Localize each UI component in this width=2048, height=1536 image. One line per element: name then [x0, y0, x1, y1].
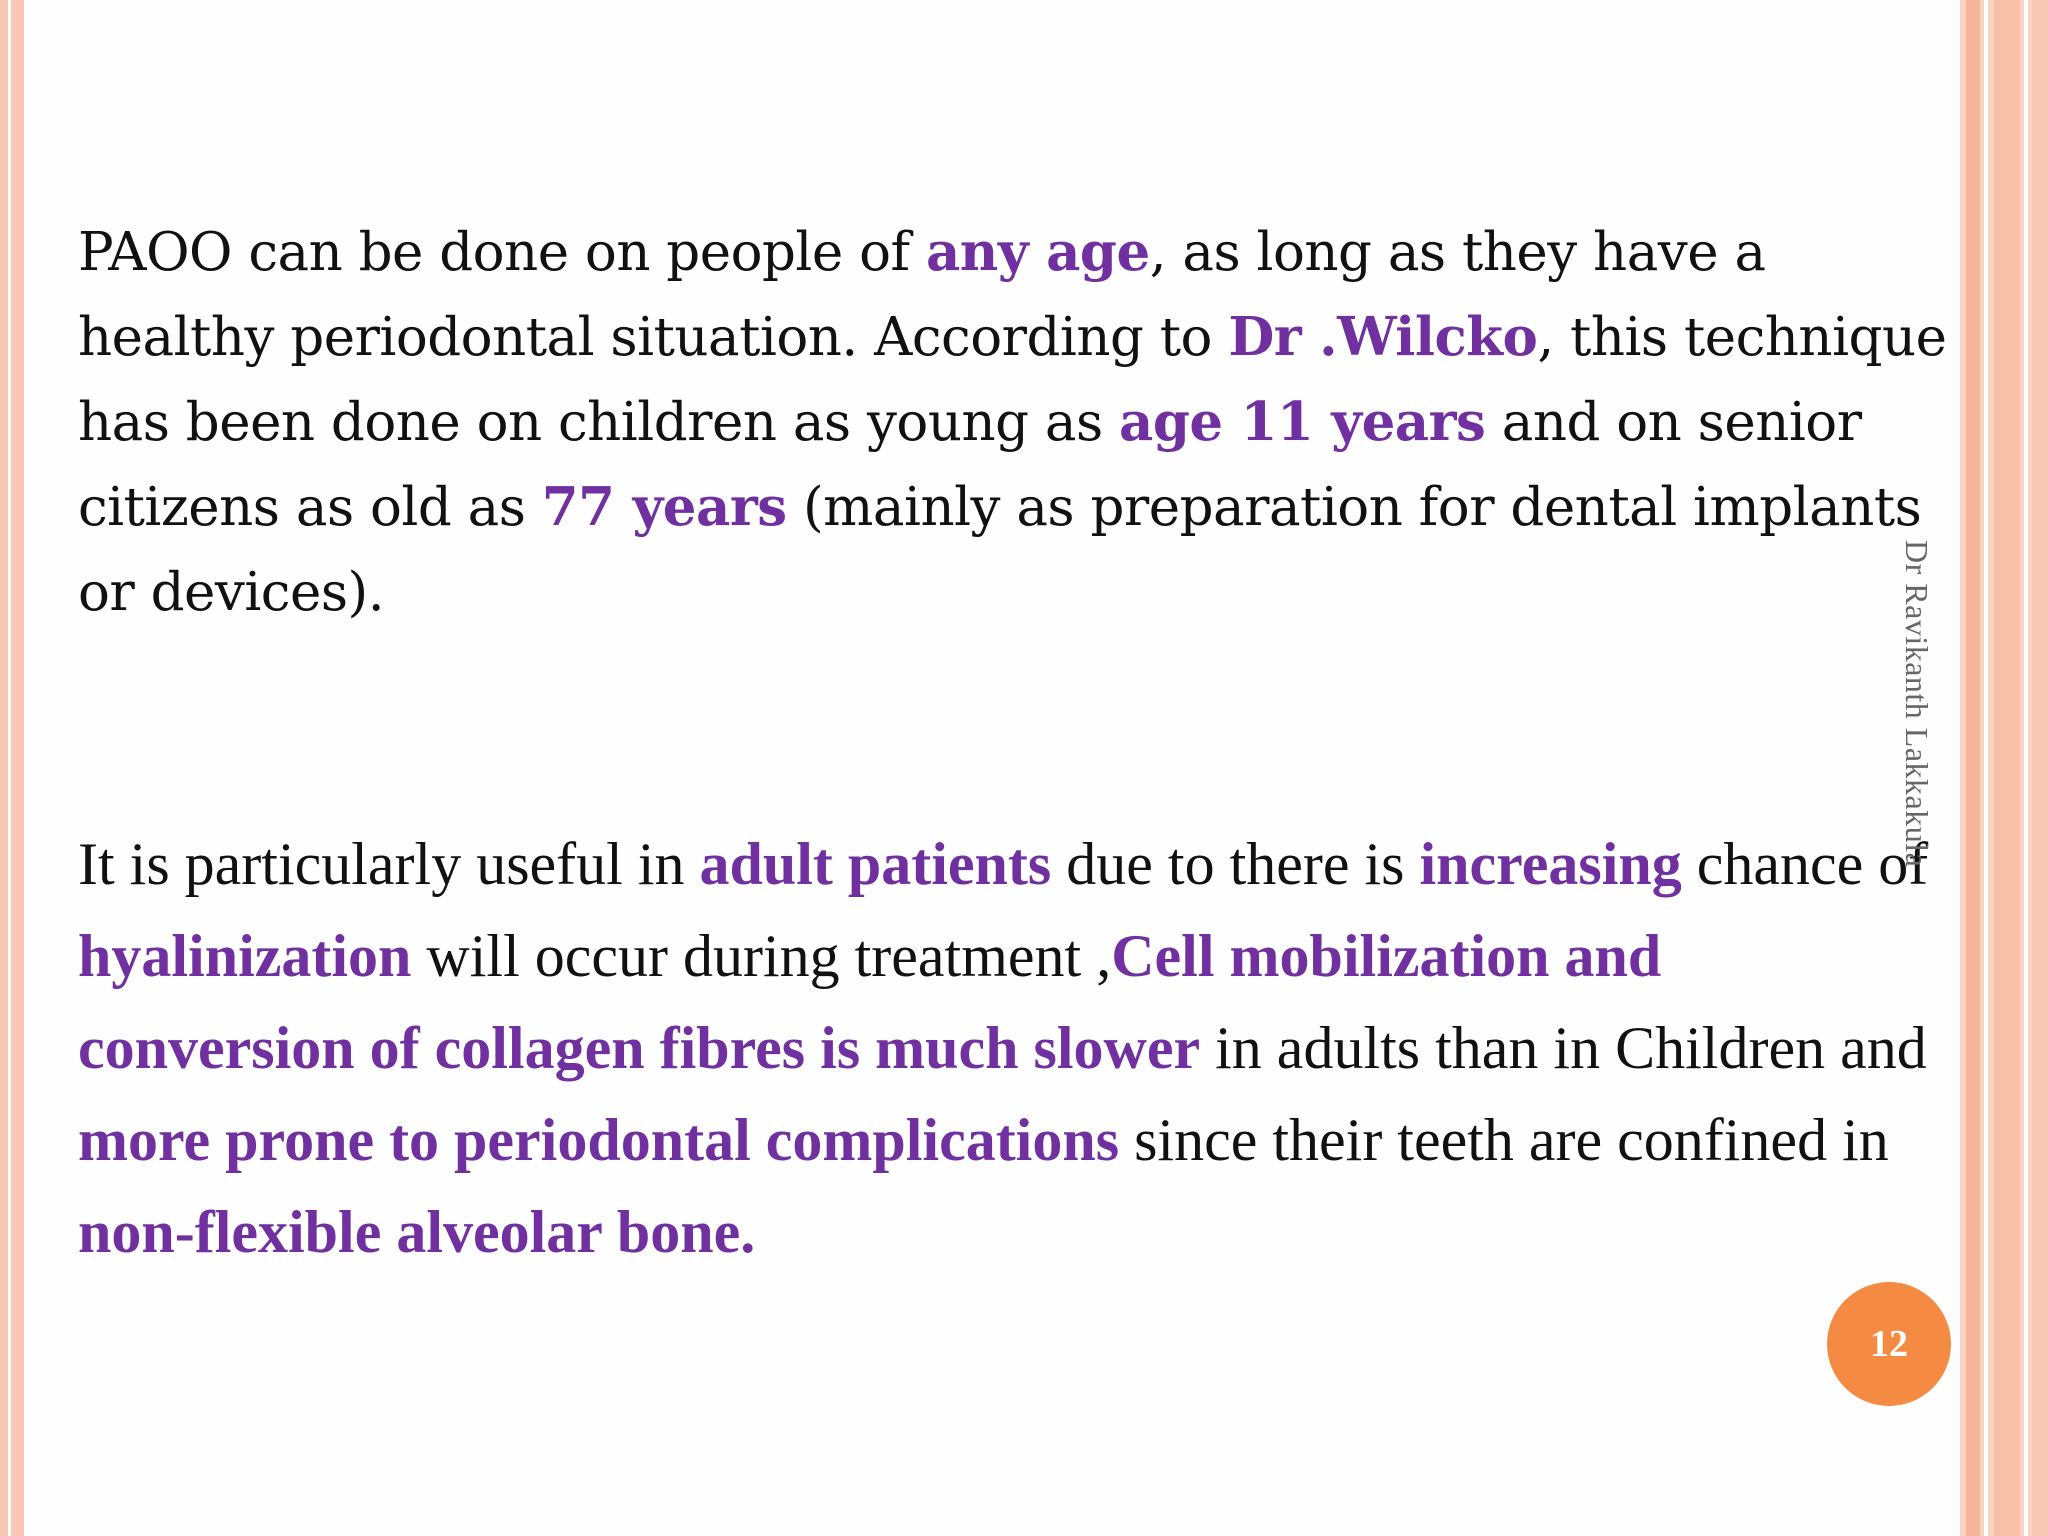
- highlight-age-11-years: age 11 years: [1119, 391, 1486, 453]
- highlight-increasing: increasing: [1419, 831, 1682, 897]
- text-segment: due to there is: [1051, 831, 1420, 897]
- highlight-cell-mobilization: Cell mobilization and conversion of collagen fibres is much slower: [78, 923, 1662, 1081]
- highlight-alveolar-bone: non-flexible alveolar bone.: [78, 1199, 756, 1265]
- highlight-any-age: any age: [925, 221, 1150, 283]
- highlight-hyalinization: hyalinization: [78, 923, 412, 989]
- text-segment: (mainly as preparation for dental implants or devices).: [78, 477, 1922, 623]
- highlight-77-years: 77 years: [541, 476, 787, 538]
- highlight-periodontal-complications: more prone to periodontal complications: [78, 1107, 1120, 1173]
- paragraph-adult-patients: [78, 818, 1948, 1278]
- text-segment: since their teeth are confined in: [1119, 1107, 1889, 1173]
- text-segment: and on senior citizens as old as: [78, 392, 1862, 538]
- page-number: 12: [1870, 1323, 1908, 1365]
- highlight-dr-wilcko: Dr .Wilcko: [1228, 306, 1538, 368]
- text-segment: will occur during treatment ,: [411, 923, 1112, 989]
- text-segment: It is particularly useful in: [78, 831, 700, 897]
- page-number-badge: [1827, 1282, 1951, 1406]
- author-credit: Dr Ravikanth Lakkakula: [1899, 540, 1935, 868]
- highlight-adult-patients: adult patients: [699, 831, 1052, 897]
- text-segment: chance of: [1681, 831, 1929, 897]
- text-segment: , as long as they have a healthy periodontal situation. According to: [78, 222, 1766, 368]
- text-segment: in adults than in Children and: [1200, 1015, 1927, 1081]
- text-segment: PAOO can be done on people of: [78, 222, 926, 283]
- right-border-decoration: [1960, 0, 2048, 1536]
- left-border-decoration: [0, 0, 24, 1536]
- text-segment: , this technique has been done on children as young as: [78, 307, 1947, 453]
- paragraph-paoo-age: [78, 210, 1948, 635]
